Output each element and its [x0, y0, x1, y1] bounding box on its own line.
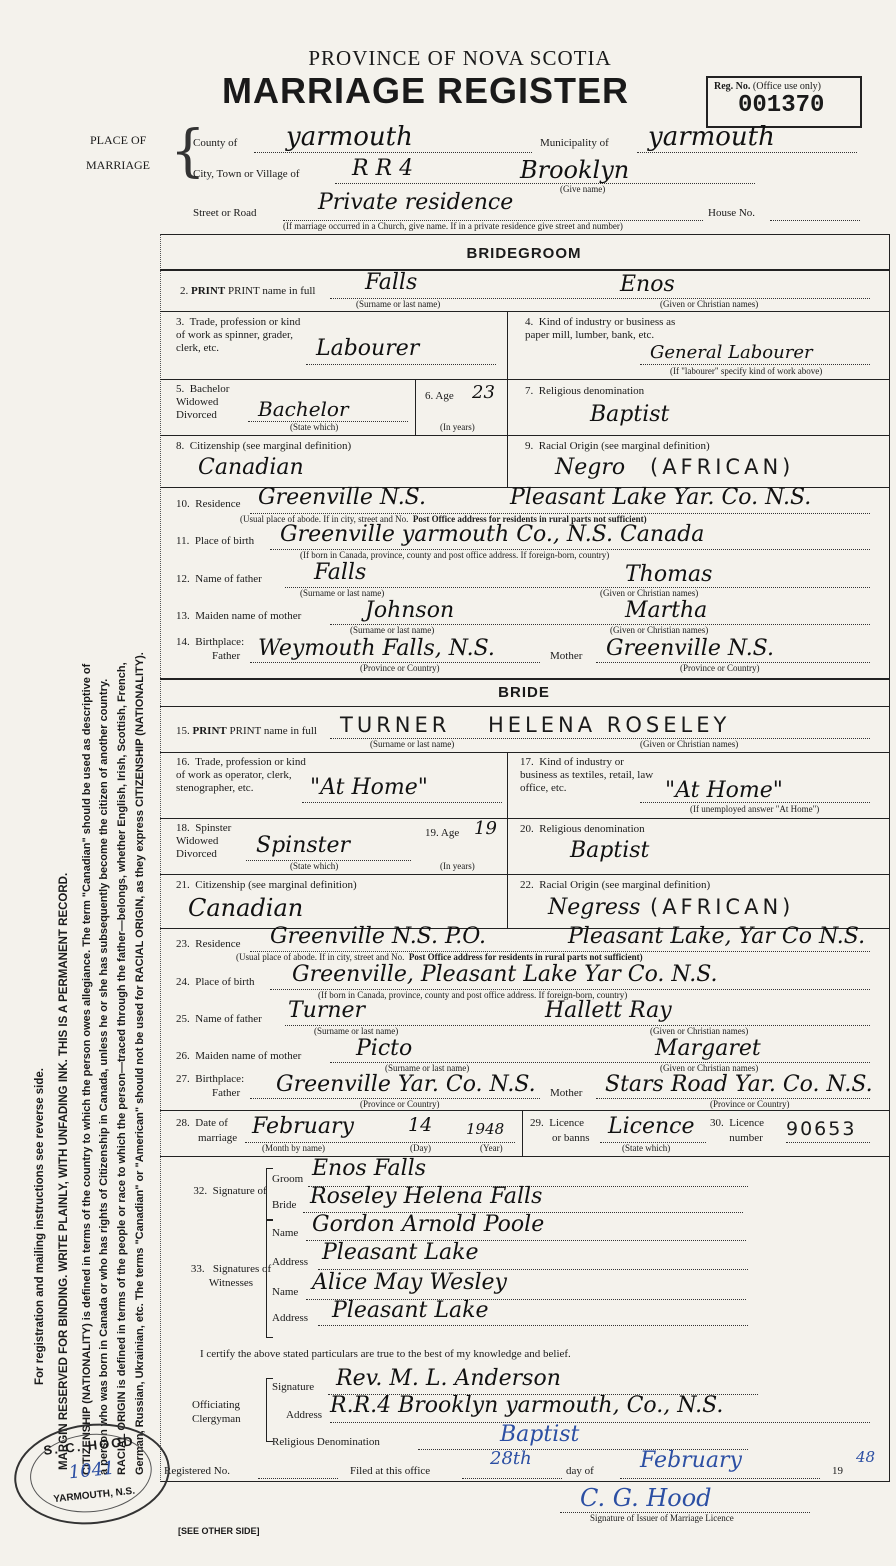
reg-number-box: [706, 76, 862, 128]
groom-mother-label: 13. Maiden name of mother: [176, 610, 302, 622]
stamp-number: 1041: [67, 1457, 116, 1484]
bride-father-surname: Turner: [288, 998, 366, 1023]
bride-industry: "At Home": [665, 778, 783, 803]
county-value: yarmouth: [286, 122, 413, 152]
street-label: Street or Road: [193, 207, 257, 219]
margin-line-4: a person who was born in Canada or who has rights of Citizenship in Canada, unless he or she has subsequently become the citizen of another country.: [98, 678, 110, 1475]
place-label-2: MARRIAGE: [86, 158, 151, 172]
groom-religion-label: 7. Religious denomination: [525, 385, 645, 397]
bride-racial-label: 22. Racial Origin (see marginal definition): [520, 879, 711, 891]
groom-mother-given: Martha: [625, 598, 708, 623]
groom-father-bp: Weymouth Falls, N.S.: [258, 636, 495, 661]
w2-address-label: Address: [272, 1312, 309, 1324]
filed-year: 48: [856, 1448, 876, 1466]
groom-father-prov-caption: (Province or Country): [360, 663, 440, 673]
groom-signature: Enos Falls: [312, 1156, 427, 1181]
groom-age-caption: (In years): [440, 422, 475, 432]
clergy-address: R.R.4 Brooklyn yarmouth, Co., N.S.: [330, 1393, 724, 1418]
margin-line-1: MARGIN RESERVED FOR BINDING. WRITE PLAINLY, WITH UNFADING INK. THIS IS A PERMANENT RECORD.: [58, 872, 70, 1470]
groom-mother-given-caption: (Given or Christian names): [610, 625, 709, 635]
bride-mother-given: Margaret: [655, 1036, 761, 1061]
groom-age: 23: [472, 382, 495, 403]
bride-trade: "At Home": [310, 775, 428, 800]
month-caption: (Month by name): [262, 1143, 325, 1153]
bride-birthplace: Greenville, Pleasant Lake Yar Co. N.S.: [292, 962, 718, 987]
day-caption: (Day): [410, 1143, 431, 1153]
groom-residence-caption: (Usual place of abode. If in city, street and No. Post Office address for residents in rural parts not sufficient): [240, 514, 647, 524]
margin-line-3: CITIZENSHIP (NATIONALITY) is defined in terms of the country to which the person owes allegiance. The term "Canadian" should be used as descriptive of: [81, 663, 93, 1475]
licence-number: 90653: [786, 1118, 857, 1140]
witness-1-address: Pleasant Lake: [322, 1240, 479, 1265]
church-note: (If marriage occurred in a Church, give name. If in a private residence give street and number): [283, 221, 623, 231]
denomination-label: Religious Denomination: [272, 1436, 380, 1448]
licence-state-caption: (State which): [622, 1143, 671, 1153]
bride-residence-a: Greenville N.S. P.O.: [270, 924, 487, 949]
groom-residence-b: Pleasant Lake Yar. Co. N.S.: [510, 485, 812, 510]
municipality-value: yarmouth: [648, 122, 775, 152]
groom-father-label: 12. Name of father: [176, 573, 262, 585]
bride-age: 19: [474, 818, 497, 839]
licence-number-label: 30. Licence number: [710, 1117, 765, 1144]
bride-given-caption: (Given or Christian names): [640, 739, 739, 749]
year-caption: (Year): [480, 1143, 503, 1153]
witness-2-address: Pleasant Lake: [332, 1298, 489, 1323]
groom-mother-surname-caption: (Surname or last name): [350, 625, 435, 635]
groom-surname: Falls: [365, 270, 418, 295]
bride-age-label: 19. Age: [425, 827, 460, 839]
see-other-side: [SEE OTHER SIDE]: [178, 1526, 260, 1536]
w2-name-label: Name: [272, 1286, 299, 1298]
groom-trade-label: 3. Trade, profession or kind of work as spinner, grader, clerk, etc.: [176, 316, 301, 354]
witnesses-label: 33. Signatures of Witnesses: [190, 1263, 272, 1289]
city-value-name: Brooklyn: [520, 156, 630, 184]
groom-name-label: 2. PRINT PRINT name in full: [180, 285, 316, 297]
bride-father-surname-caption: (Surname or last name): [314, 1026, 399, 1036]
marriage-year: 1948: [466, 1120, 505, 1138]
bridegroom-heading: BRIDEGROOM: [466, 245, 582, 262]
marriage-month: February: [252, 1114, 354, 1139]
groom-status-label: 5. Bachelor Widowed Divorced: [176, 383, 230, 421]
bride-religion-label: 20. Religious denomination: [520, 823, 645, 835]
groom-religion: Baptist: [590, 402, 670, 427]
day-of-label: day of: [566, 1465, 594, 1477]
sig-of-label: 32. Signature of: [193, 1185, 267, 1197]
witness-2-name: Alice May Wesley: [312, 1270, 507, 1295]
groom-sig-label: Groom: [272, 1173, 304, 1185]
bride-heading: BRIDE: [498, 684, 550, 701]
county-label: County of: [193, 137, 238, 149]
bride-signature: Roseley Helena Falls: [310, 1184, 543, 1209]
issuer-caption: Signature of Issuer of Marriage Licence: [590, 1513, 734, 1523]
place-brace: {: [170, 119, 206, 184]
bride-birthplace-label: 24. Place of birth: [176, 976, 255, 988]
bride-mother-prov-caption: (Province or Country): [710, 1099, 790, 1109]
margin-line-5: RACIAL ORIGIN is defined in terms of the people or race to which the person—traced through the father—belongs, whether English, Irish, Scottish, French,: [116, 662, 128, 1475]
groom-age-label: 6. Age: [425, 390, 454, 402]
bride-birthplace-caption: (If born in Canada, province, county and post office address. If foreign-born, country): [318, 990, 628, 1000]
bride-surname: TURNER: [340, 713, 451, 737]
bride-residence-label: 23. Residence: [176, 938, 241, 950]
municipality-label: Municipality of: [540, 137, 609, 149]
groom-birthplace-label: 11. Place of birth: [176, 535, 255, 547]
bride-mother-bp: Stars Road Yar. Co. N.S.: [605, 1072, 873, 1097]
bride-trade-label: 16. Trade, profession or kind of work as operator, clerk, stenographer, etc.: [176, 756, 306, 794]
clergy-signature-label: Signature: [272, 1381, 315, 1393]
marriage-day: 14: [408, 1114, 433, 1136]
bride-father-given-caption: (Given or Christian names): [650, 1026, 749, 1036]
house-label: House No.: [708, 207, 756, 219]
filed-month: February: [640, 1448, 742, 1473]
reg-number: 001370: [738, 92, 825, 119]
bride-citizenship: Canadian: [188, 894, 304, 922]
reg-label: Reg. No.: [714, 81, 751, 92]
bride-industry-label: 17. Kind of industry or business as textiles, retail, law office, etc.: [520, 756, 654, 794]
clergy-denomination: Baptist: [500, 1422, 580, 1447]
bride-father-bp: Greenville Yar. Co. N.S.: [276, 1072, 536, 1097]
groom-mother-prov-caption: (Province or Country): [680, 663, 760, 673]
groom-industry-label: 4. Kind of industry or business as paper mill, lumber, bank, etc.: [525, 316, 676, 341]
officiating-label: Officiating Clergyman: [192, 1399, 241, 1425]
certify-statement: I certify the above stated particulars are true to the best of my knowledge and belief.: [200, 1348, 571, 1360]
margin-line-6: German, Russian, Ukrainian, etc. The terms "Canadian" or "American" should not be used for RACIAL ORIGIN, as they express CITIZENSHIP (NATIONALITY).: [134, 652, 146, 1475]
groom-industry-caption: (If "labourer" specify kind of work above): [670, 366, 823, 376]
licence-or-banns: Licence: [608, 1114, 695, 1139]
bride-status-caption: (State which): [290, 861, 339, 871]
bride-status: Spinster: [256, 833, 351, 858]
place-label-1: PLACE OF: [90, 133, 147, 147]
margin-line-2: For registration and mailing instructions see reverse side.: [34, 1068, 46, 1385]
groom-surname-caption: (Surname or last name): [356, 299, 441, 309]
bride-given: HELENA ROSELEY: [488, 713, 731, 737]
groom-birthplace-caption: (If born in Canada, province, county and post office address. If foreign-born, country): [300, 550, 610, 560]
groom-status: Bachelor: [258, 397, 349, 421]
bride-birthplace-parents-label: 27. Birthplace:: [176, 1073, 245, 1085]
licence-banns-label: 29. Licence or banns: [530, 1117, 590, 1144]
bride-father-given: Hallett Ray: [545, 998, 672, 1023]
groom-racial: Negro: [555, 455, 626, 480]
groom-racial-label: 9. Racial Origin (see marginal definition): [525, 440, 710, 452]
groom-father-given: Thomas: [625, 562, 713, 587]
registered-label: Registered No.: [164, 1465, 230, 1477]
bride-citizenship-label: 21. Citizenship (see marginal definition): [176, 879, 357, 891]
marriage-date-label: 28. Date of marriage: [176, 1117, 238, 1144]
groom-given: Enos: [620, 272, 675, 297]
issuer-signature: C. G. Hood: [580, 1484, 712, 1512]
groom-racial-added: (AFRICAN): [650, 455, 795, 479]
groom-citizenship-label: 8. Citizenship (see marginal definition): [176, 440, 352, 452]
bride-sig-label: Bride: [272, 1199, 297, 1211]
bride-father-label: 25. Name of father: [176, 1013, 262, 1025]
reg-note: (Office use only): [752, 81, 822, 92]
bride-residence-b: Pleasant Lake, Yar Co N.S.: [568, 924, 866, 949]
bride-industry-caption: (If unemployed answer "At Home"): [690, 804, 820, 814]
groom-birthplace: Greenville yarmouth Co., N.S. Canada: [280, 522, 705, 547]
groom-trade: Labourer: [316, 336, 420, 361]
register-title: MARRIAGE REGISTER: [222, 70, 630, 111]
groom-father-bp-label: Father: [212, 650, 241, 662]
city-value-rr: R R 4: [352, 156, 414, 181]
bride-status-label: 18. Spinster Widowed Divorced: [176, 822, 232, 860]
groom-mother-surname: Johnson: [365, 598, 455, 623]
bride-surname-caption: (Surname or last name): [370, 739, 455, 749]
bride-mother-label: 26. Maiden name of mother: [176, 1050, 302, 1062]
filed-label: Filed at this office: [350, 1465, 431, 1477]
groom-mother-bp: Greenville N.S.: [606, 636, 774, 661]
bride-mother-surname: Picto: [356, 1036, 413, 1061]
bride-name-label: 15. PRINT PRINT name in full: [176, 725, 317, 737]
bride-father-prov-caption: (Province or Country): [360, 1099, 440, 1109]
bride-mother-surname-caption: (Surname or last name): [385, 1063, 470, 1073]
clergy-signature: Rev. M. L. Anderson: [336, 1366, 561, 1391]
bride-mother-given-caption: (Given or Christian names): [660, 1063, 759, 1073]
bride-age-caption: (In years): [440, 861, 475, 871]
stamp-bottom-text: YARMOUTH, N.S.: [52, 1485, 136, 1506]
give-name-caption: (Give name): [560, 184, 606, 194]
groom-residence-a: Greenville N.S.: [258, 485, 426, 510]
province-heading: PROVINCE OF NOVA SCOTIA: [308, 46, 612, 70]
groom-status-caption: (State which): [290, 422, 339, 432]
groom-given-caption: (Given or Christian names): [660, 299, 759, 309]
groom-father-surname-caption: (Surname or last name): [300, 588, 385, 598]
filed-day: 28th: [490, 1448, 532, 1469]
clergy-address-label: Address: [286, 1409, 323, 1421]
bride-religion: Baptist: [570, 838, 650, 863]
registrar-stamp: [9, 1416, 175, 1532]
bride-racial-added: (AFRICAN): [650, 895, 795, 919]
groom-birthplace-parents-label: 14. Birthplace:: [176, 636, 245, 648]
w1-name-label: Name: [272, 1227, 299, 1239]
groom-citizenship: Canadian: [198, 455, 304, 480]
bride-residence-caption: (Usual place of abode. If in city, street and No. Post Office address for residents in rural parts not sufficient): [236, 952, 643, 962]
witness-1-name: Gordon Arnold Poole: [312, 1212, 545, 1237]
bride-father-bp-label: Father: [212, 1087, 241, 1099]
stamp-top-text: S. C. HOOD: [42, 1433, 136, 1458]
street-value: Private residence: [318, 190, 514, 215]
groom-father-given-caption: (Given or Christian names): [600, 588, 699, 598]
groom-industry: General Labourer: [650, 342, 813, 363]
groom-residence-label: 10. Residence: [176, 498, 241, 510]
w1-address-label: Address: [272, 1256, 309, 1268]
city-label: City, Town or Village of: [193, 168, 300, 180]
bride-mother-bp-label: Mother: [550, 1087, 583, 1099]
groom-mother-bp-label: Mother: [550, 650, 583, 662]
filed-year-prefix: 19: [832, 1465, 843, 1477]
bride-racial: Negress: [548, 895, 641, 920]
groom-father-surname: Falls: [314, 560, 367, 585]
